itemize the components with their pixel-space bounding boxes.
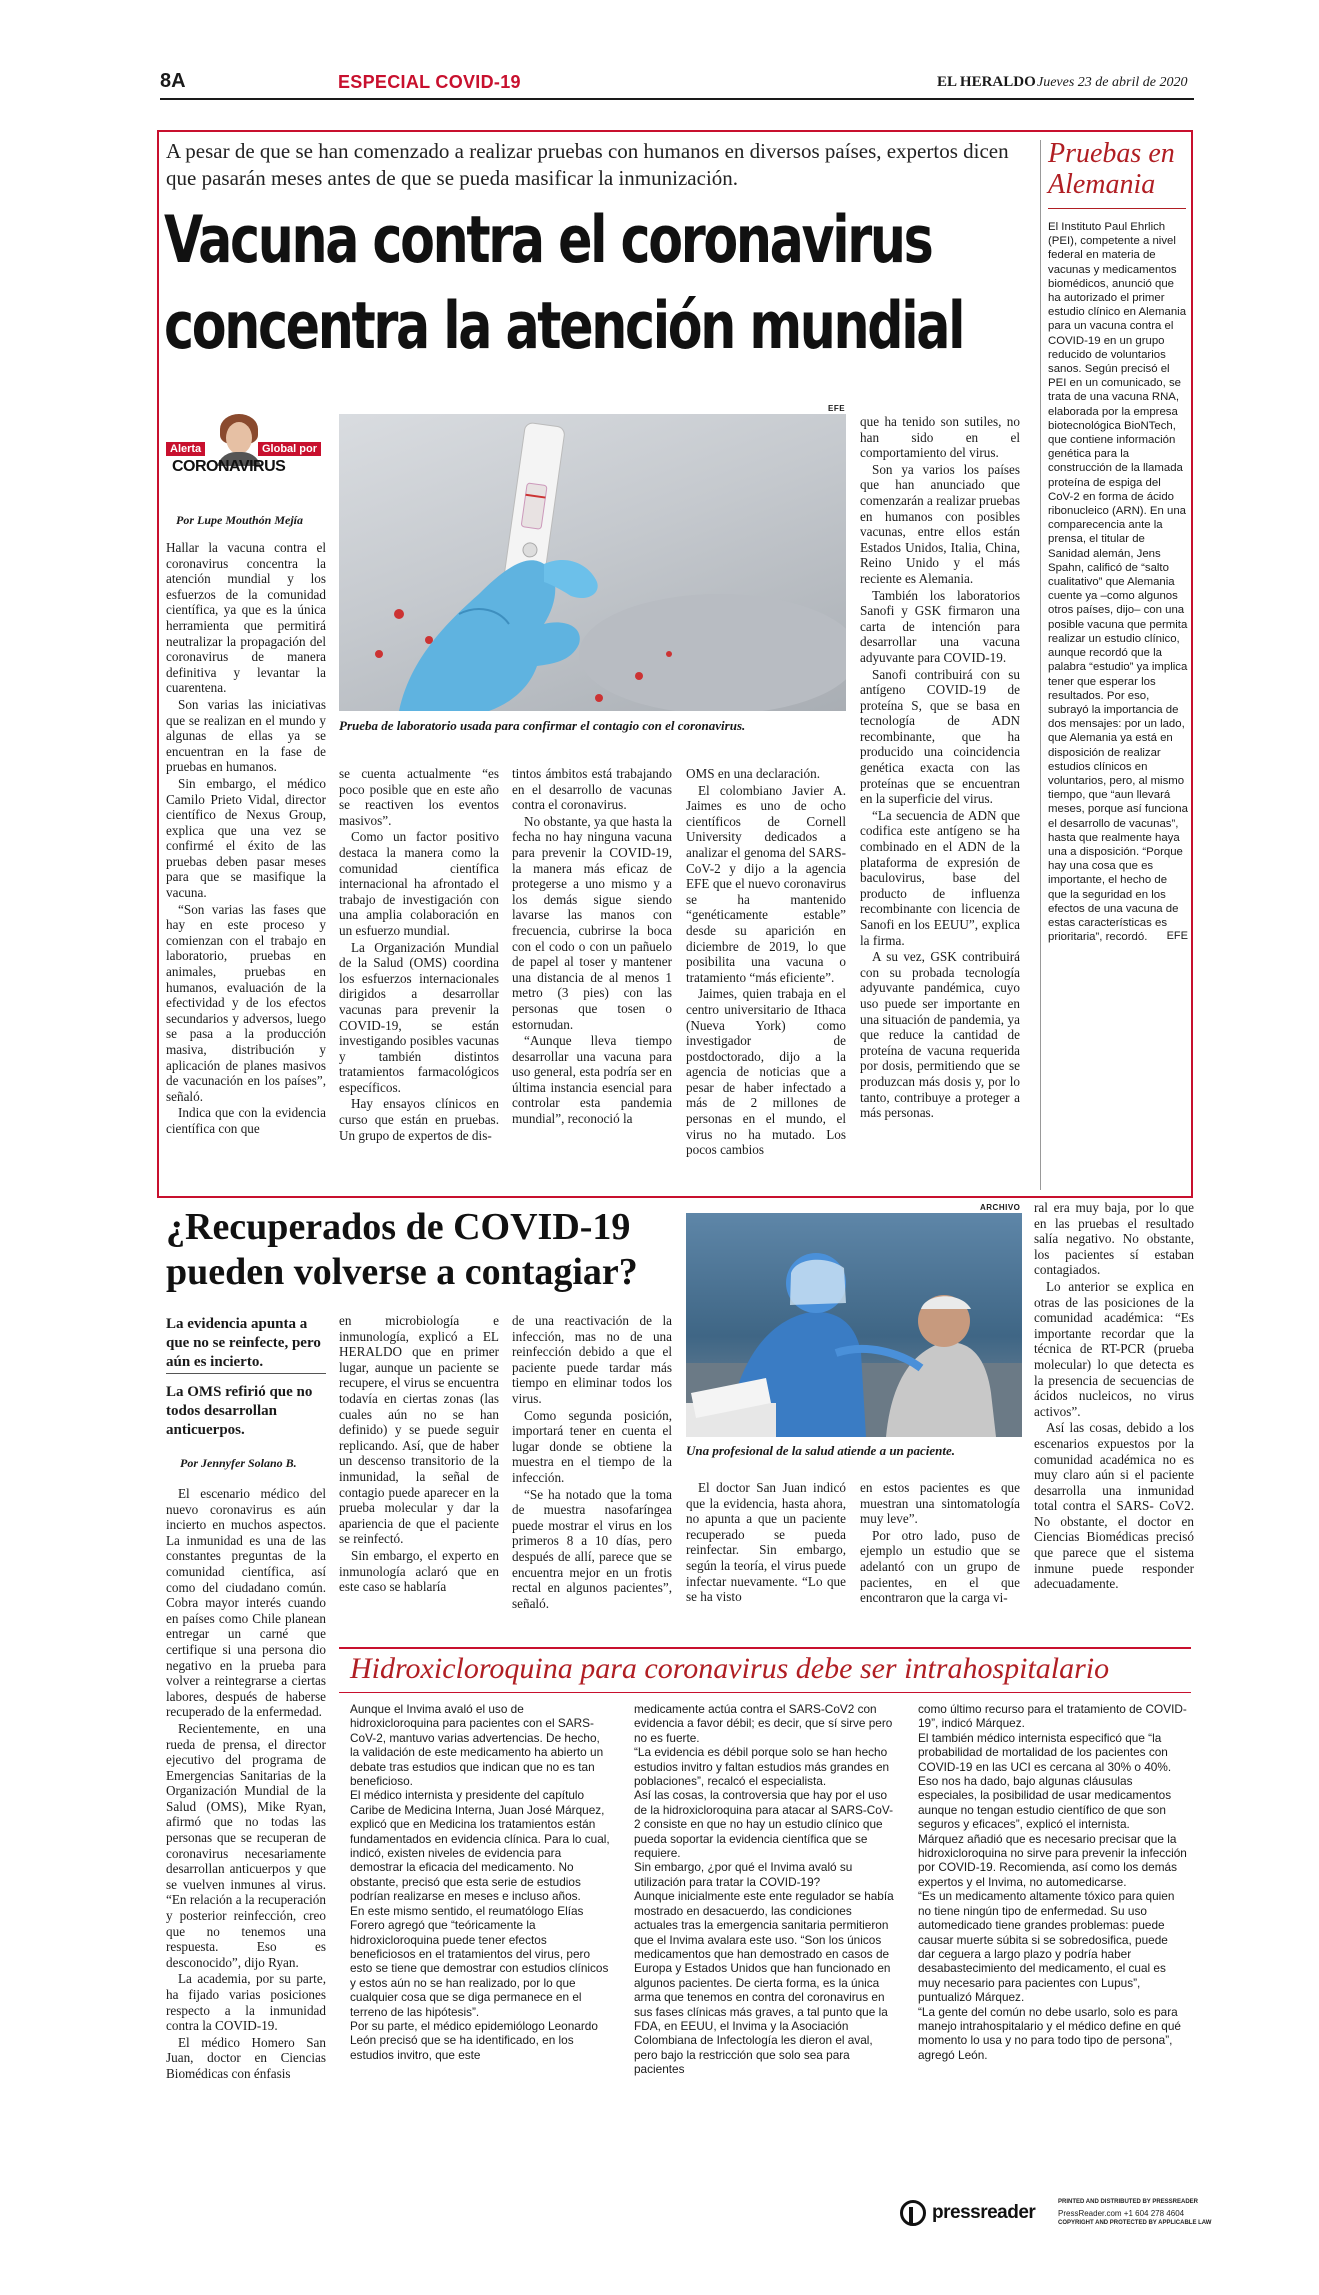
pressreader-logo-stem [909,2207,913,2223]
sidebar-title-line-2: Alemania [1048,169,1156,200]
second-col2-p2: Sin embargo, el experto en inmunología aclaró que en este caso se hablaría [339,1547,499,1595]
second-col6-p3: Así las cosas, debido a los escenarios expuestos por la comunidad académica no es muy claro aún si el paciente desarrolla una inmunidad total contra el SARS- CoV2. No obstante, el doctor en Ciencias Biomédicas precisó que parece que el sistema inmune puede responder adecuadamente. [1034,1420,1194,1592]
header-rule [160,98,1194,100]
second-col-2 [339,1313,499,1596]
third-story-rule-bottom [339,1692,1191,1693]
pressreader-line-1: PRINTED AND DISTRIBUTED BY PRESSREADER [1058,2199,1199,2205]
third-headline: Hidroxicloroquina para coronavirus debe ser intrahospitalario [350,1652,1110,1685]
main-col2-p1: se cuenta actualmente “es poco posible que en este año se reactiven los eventos masivos”. [339,766,499,828]
paper-name: EL HERALDO [937,74,1036,90]
third-col1-p3: En este mismo sentido, el reumatólogo Elías Forero agregó que “teóricamente la hidroxicloroquina puede tener efectos beneficiosos en el tratamientos del virus, pero esto se tiene que demostrar con estudios clínicos y estos aún no se han realizado, por lo que cualquier cosa que se diga permanece en el terreno de las hipótesis”. [350,1903,609,2019]
sidebar-title-line-1: Pruebas en [1048,138,1175,169]
sidebar-divider [1040,140,1041,1190]
second-col5-p1: en estos pacientes es que muestran una sintomatología muy leve”. [860,1480,1020,1527]
main-col-1 [166,540,326,1138]
second-col1-p1: El escenario médico del nuevo coronavirus es aún incierto en muchos aspectos. La inmunidad es una de las constantes preguntas de la comunidad científica, así como del ciudadano común. Cobra mayor interés cuando en países como Chile planean entregar un carné que certifique si una persona dio negativo en la prueba para volver a reintegrarse a ciertas labores, después de haberse recuperado de la enfermedad. [166,1486,326,1720]
third-col2-p3: Así las cosas, la controversia que hay por el uso de la hidroxicloroquina para atacar al SARS-CoV-2 consiste en que no hay un estudio clínico que pueda soportar la evidencia científica que se requiere. [634,1788,894,1861]
third-col2-p1: medicamente actúa contra el SARS-CoV2 con evidencia a favor débil; es decir, que sí sirve pero no es fuerte. [634,1702,893,1745]
page-number: 8A [160,70,186,92]
second-col3-p2: Como segunda posición, importará tener en cuenta el lugar donde se obtiene la muestra en el tiempo de la infección. [512,1407,672,1485]
second-deck-1: La evidencia apunta a que no se reinfecte, pero aún es incierto. [166,1316,321,1370]
second-col-3 [512,1313,672,1612]
issue-date: Jueves 23 de abril de 2020 [1037,75,1188,90]
main-col-3 [512,766,672,1128]
second-headline-line-2: pueden volverse a contagiar? [166,1251,638,1293]
sidebar-rule [1048,208,1186,209]
second-photo-credit: ARCHIVO [980,1203,1021,1212]
second-col2-p1: en microbiología e inmunología, explicó a EL HERALDO que en primer lugar, aunque un paciente se recupere, el virus se encuentra todavía en ciertas zonas (las cuales aún no se han definido) y se puede seguir replicando. Así, que de haber un descenso transitorio de la inmunidad, la señal de contagio puede aparecer en la prueba molecular y dar la apariencia de que el paciente se reinfectó. [339,1313,499,1547]
second-col-4 [686,1480,846,1606]
second-photo [686,1213,1022,1437]
main-col3-p3: “Aunque lleva tiempo desarrollar una vacuna para uso general, esta podría ser en última instancia esencial para controlar esta pandemia mundial”, reconoció la [512,1033,672,1127]
third-col2-p2: “La evidencia es débil porque solo se han hecho estudios invitro y faltan estudios más grandes en poblaciones”, recalcó el especialista. [634,1745,890,1789]
main-col2-p4: Hay ensayos clínicos en curso que están en pruebas. Un grupo de expertos de dis- [339,1096,499,1143]
section-label: ESPECIAL COVID-19 [338,72,521,92]
third-col3-p3: Márquez añadió que es necesario precisar que la hidroxicloroquina no sirve para prevenir la infección por COVID-19. Recomienda, así como los demás expertos y el Invima, no automedicarse. [918,1831,1187,1889]
second-col4-p1: El doctor San Juan indicó que la evidencia, hasta ahora, no apunta a que un paciente recuperado se pueda reinfectar. Sin embargo, según la teoría, el virus puede infectar nuevamente. “Lo que se ha visto [686,1480,846,1605]
sidebar-title [1048,138,1188,200]
third-col3-p1: como último recurso para el tratamiento de COVID-19”, indicó Márquez. [918,1702,1187,1731]
main-col2-p2: Como un factor positivo destaca la manera como la comunidad científica internacional ha afrontado el trabajo de investigación con una amplia colaboración en un esfuerzo mundial. [339,829,499,938]
main-col-2 [339,766,499,1144]
headline-line-1: Vacuna contra el coronavirus [164,203,932,278]
main-col4-p2: El colombiano Javier A. Jaimes es uno de ocho científicos de Cornell University dedicados a analizar el genoma del SARS-CoV-2 y dijo a la agencia EFE que el nuevo coronavirus se ha mantenido “genéticamente estable” desde su aparición en diciembre de 2019, lo que posibilita una vacuna o tratamiento “más eficiente”. [686,782,846,985]
sidebar-text: El Instituto Paul Ehrlich (PEI), competente a nivel federal en materia de vacunas y medicamentos biomédicos, anunció que ha autorizado el primer estudio clínico en Alemania para un vacuna contra el COVID-19 en un grupo reducido de voluntarios sanos. Según precisó el PEI en un comunicado, se trata de una vacuna RNA, elaborada por la empresa biotecnológica BioNTech, que contiene información genética para la construcción de la llamada proteína de espiga del CoV-2 en forma de ácido ribonucleico (ARN). En una comparecencia ante la prensa, el titular de Sanidad alemán, Jens Spahn, calificó de “salto cualitativo” que Alemania cuente ya –como algunos otros países, dijo– con una posible vacuna que permita realizar un estudio clínico, aunque recordó que la palabra “estudio” ya implica tener que esperar los resultados. Por eso, subrayó la importancia de dos mensajes: por un lado, que Alemania ya está en disposición de realizar estudios clínicos en voluntarios, pero, al mismo tiempo, que “aun llevará meses, porque así funciona el desarrollo de vacunas”, hasta que realmente haya una a disposición. “Porque hay una cosa que es importante, el hecho de que la seguridad en los efectos de una vacuna de estas características es prioritaria”, recordó. [1048,221,1188,944]
main-col5-p1: que ha tenido son sutiles, no han sido en el comportamiento del virus. [860,414,1020,461]
second-col6-p1: ral era muy baja, por lo que en las pruebas el resultado salía negativo. No obstante, los pacientes sí estaban contagiados. [1034,1200,1194,1278]
main-col4-p3: Jaimes, quien trabaja en el centro universitario de Ithaca (Nueva York) como investigador de postdoctorado, dijo a la agencia de noticias que a pesar de haber infectado a más de 2 millones de personas en el mundo, el virus no ha mutado. Los pocos cambios [686,986,846,1158]
main-col4-p1: OMS en una declaración. [686,766,821,781]
main-col5-p3: También los laboratorios Sanofi y GSK firmaron una carta de intención para desarrollar una vacuna adyuvante para COVID-19. [860,587,1020,665]
second-col1-p2: Recientemente, en una rueda de prensa, el director ejecutivo del programa de Emergencias Sanitarias de la Organización Mundial de la Salud (OMS), Mike Ryan, afirmó que no todas las personas que se recuperan de coronavirus necesariamente desarrollan anticuerpos y que se vuelven inmunes al virus. “En relación a la recuperación y posterior reinfección, creo que no tenemos una respuesta. Eso es desconocido”, dijo Ryan. [166,1720,326,1970]
second-photo-caption: Una profesional de la salud atiende a un paciente. [686,1443,956,1458]
main-photo [339,414,846,711]
main-col-5 [860,414,1020,1122]
second-col3-p3: “Se ha notado que la toma de muestra nasofaríngea puede mostrar el virus en los primeros 8 a 10 días, pero después de allí, parece que se encuentra mejor en un frotis rectal en algunos pacientes”, señaló. [512,1486,672,1611]
second-byline: Por Jennyfer Solano B. [180,1456,297,1470]
main-col3-p2: No obstante, ya que hasta la fecha no hay ninguna vacuna para prevenir la COVID-19, la manera más eficaz de protegerse a uno mismo y a los demás sigue siendo lavarse las manos con frecuencia, cubrirse la boca con el codo o con un pañuelo de papel al toser y mantener una distancia de al menos 1 metro (3 pies) con las personas que tosen o estornudan. [512,813,672,1032]
main-byline: Por Lupe Mouthón Mejía [176,513,304,527]
pressreader-line-2: PressReader.com +1 604 278 4604 [1058,2209,1185,2218]
third-col3-p5: “La gente del común no debe usarlo, solo es para manejo intrahospitalario y el médico define en qué momento lo usa y no para todo tipo de persona”, agregó León. [918,2004,1181,2062]
third-col-2 [634,1702,896,2077]
pressreader-line-3: COPYRIGHT AND PROTECTED BY APPLICABLE LAW [1058,2220,1212,2226]
third-story-rule [339,1647,1191,1649]
pressreader-logo-icon [900,2200,926,2226]
badge-coronavirus: CORONAVIRUS [172,458,286,475]
second-deck-2: La OMS refirió que no todos desarrollan anticuerpos. [166,1384,313,1438]
second-col1-p4: El médico Homero San Juan, doctor en Ciencias Biomédicas con énfasis [166,2034,326,2081]
second-col-6 [1034,1200,1194,1593]
second-col5-p2: Por otro lado, puso de ejemplo un estudio que se adelantó con un grupo de pacientes, en el que encontraron que la carga vi- [860,1527,1020,1606]
lab-test-illustration [339,414,846,711]
third-col3-p4: “Es un medicamento altamente tóxico para quien no tiene ningún tipo de enfermedad. Su uso automedicado tiene grandes problemas: puede causar muerte súbita si se sobredosifica, puede dar ceguera a largo plazo y podría haber desabastecimiento del medicamento, el cual es muy necesario para pacientes con Lupus”, puntualizó Márquez. [918,1889,1175,2005]
main-col-4 [686,766,846,1159]
main-col1-p1: Hallar la vacuna contra el coronavirus concentra la atención mundial y los esfuerzos de la comunidad científica, ya que es la única herramienta que permitirá neutralizar la propagación del coronavirus de manera definitiva y levantar la cuarentena. [166,540,326,696]
badge-global-tag: Global por [258,442,321,456]
headline-line-2: concentra la atención mundial [164,289,964,364]
main-col1-p2: Son varias las iniciativas que se realizan en el mundo y algunas de ellas ya se encuentran en la fase de pruebas en humanos. [166,696,326,775]
main-photo-caption: Prueba de laboratorio usada para confirmar el contagio con el coronavirus. [339,718,746,733]
badge-face [226,422,252,454]
main-col1-p3: Sin embargo, el médico Camilo Prieto Vidal, director científico de Nexus Group, explica que una vez se confirmé el éxito de las pruebas deben pasar meses para que se masifique la vacuna. [166,775,326,901]
sidebar-credit: EFE [1166,930,1188,943]
pressreader-logo-text: pressreader [932,2202,1036,2223]
second-headline [166,1205,686,1295]
main-col2-p3: La Organización Mundial de la Salud (OMS) coordina los esfuerzos internacionales dirigidos a desarrollar vacunas para prevenir la COVID-19, se están investigando posibles vacunas y también distintos tratamientos farmacológicos específicos. [339,939,499,1095]
main-kicker: A pesar de que se han comenzado a realizar pruebas con humanos en diversos países, expertos dicen que pasarán meses antes de que se pueda masificar la inmunización. [166,139,1009,190]
third-col-1 [350,1702,612,2062]
main-col5-p4: Sanofi contribuirá con su antígeno COVID-19 de proteína S, que se basa en tecnología de ADN recombinante, que ha producido una coincidencia genética exacta con las proteínas que se encuentran en la superficie del virus. [860,666,1020,807]
third-col2-p5: Aunque inicialmente este ente regulador se había mostrado en desacuerdo, las condiciones actuales tras la emergencia sanitaria permitieron que el Invima avalara este uso. “Son los únicos medicamentos que han demostrado en casos de Europa y Estados Unidos que han funcionado en algunos pacientes. De cierta forma, es la única arma que tenemos en contra del coronavirus en sus fases clínicas más graves, a tal punto que la FDA, en EEUU, el Invima y la Asociación Colombiana de Infectología les dieron el aval, pero bajo la restricción que solo sea para pacientes [634,1889,894,2077]
badge-alerta-tag: Alerta [166,442,205,456]
second-col-5 [860,1480,1020,1607]
main-photo-credit: EFE [828,404,846,413]
second-col-1 [166,1486,326,2083]
main-col1-p5: Indica que con la evidencia científica con que [166,1105,326,1136]
main-headline [164,198,964,370]
third-col3-p2: El también médico internista especificó que “la probabilidad de mortalidad de los pacientes con COVID-19 en las UCI es cercana al 30% o 40%. Eso nos ha dado, bajo algunas cláusulas especiales, la posibilidad de usar medicamentos aunque no tengan estudio científico de que son seguros y eficaces”, explicó el internista. [918,1730,1172,1832]
deck-divider [166,1373,326,1374]
third-col-3 [918,1702,1188,2062]
sidebar-body [1048,220,1188,942]
second-headline-line-1: ¿Recuperados de COVID-19 [166,1206,631,1248]
main-col1-p4: “Son varias las fases que hay en este proceso y comienzan con el trabajo en laboratorio, pruebas en animales, pruebas en humanos, evaluación de la efectividad y de los efectos secundarios y adversos, luego se pasa a la producción masiva, distribución y aplicación de planes masivos de vacunación en los países”, señaló. [166,901,326,1104]
second-col6-p2: Lo anterior se explica en otras de las posiciones de la comunidad académica: “Es importante recordar que la técnica de RT-PCR (prueba molecular) lo que detecta es la presencia de secuencias de ácidos nucleicos, no virus activos”. [1034,1278,1194,1419]
pressreader-footer[interactable] [900,2196,1212,2232]
main-col5-p2: Son ya varios los países que han anunciado que comenzarán a realizar pruebas en humanos con posibles vacunas, entre ellos están Estados Unidos, Italia, China, Reino Unido y el más reciente es Alemania. [860,461,1020,586]
third-col1-p2: El médico internista y presidente del capítulo Caribe de Medicina Interna, Juan José Márquez, explicó que en Medicina los tratamientos están fundamentados en evidencia clínica. Para lo cual, indicó, existen niveles de evidencia para demostrar la eficacia del medicamento. No obstante, precisó que esta serie de estudios podrían realizarse en meses e incluso años. [350,1788,610,1904]
health-worker-illustration [686,1213,1022,1437]
alerta-badge [166,412,326,482]
main-col3-p1: tintos ámbitos está trabajando en el desarrollo de vacunas contra el coronavirus. [512,766,672,813]
second-col1-p3: La academia, por su parte, ha fijado varias posiciones respecto a la inmunidad contra la COVID-19. [166,1971,326,2034]
main-col5-p6: A su vez, GSK contribuirá con su probada tecnología adyuvante pandémica, cuyo uso puede ser importante en una situación de pandemia, ya que reduce la cantidad de proteína de vacuna requerida por dosis, permitiendo que se produzcan más dosis y, por lo tanto, contribuye a proteger a más personas. [860,949,1020,1121]
third-col1-p4: Por su parte, el médico epidemiólogo Leonardo León precisó que se ha identificado, en los estudios invitro, que este [350,2018,598,2062]
main-col5-p5: “La secuencia de ADN que codifica este antígeno se ha combinado en el ADN de la plataforma de expresión de baculovirus, base del producto de influenza recombinante con licencia de Sanofi en los EEUU”, explica la firma. [860,807,1020,948]
third-col2-p4: Sin embargo, ¿por qué el Invima avaló su utilización para tratar la COVID-19? [634,1860,853,1889]
second-col3-p1: de una reactivación de la infección, mas no de una reinfección debido a que el paciente puede tardar más tiempo en eliminar todos los virus. [512,1313,672,1406]
third-col1-p1: Aunque el Invima avaló el uso de hidroxicloroquina para pacientes con el SARS-CoV-2, mantuvo varias advertencias. De hecho, la validación de este medicamento ha abierto un debate tras estudios que indican que no es tan beneficioso. [350,1702,604,1789]
